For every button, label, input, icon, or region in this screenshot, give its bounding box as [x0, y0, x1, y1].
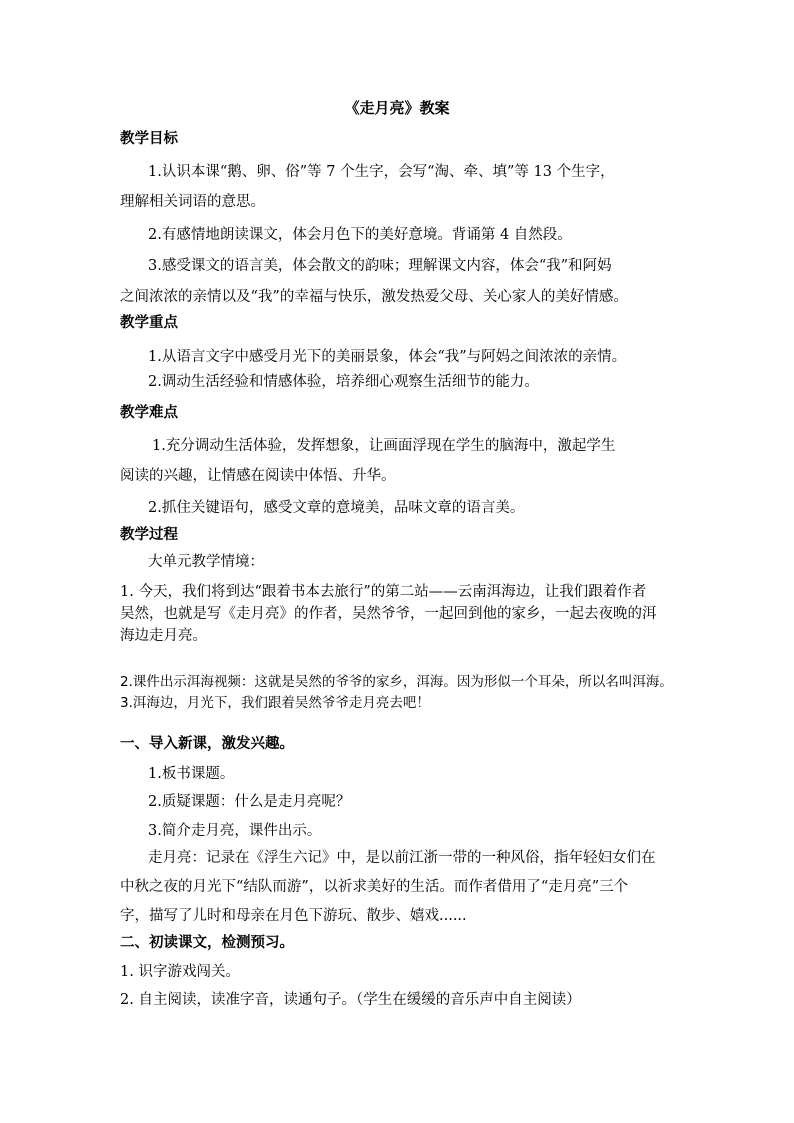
part-2-item-2: 2. 自主阅读，读准字音，读通句子。（学生在缓缓的音乐声中自主阅读）	[120, 992, 581, 1008]
difficulty-item-1-line-1: 1.充分调动生活体验，发挥想象，让画面浮现在学生的脑海中，激起学生	[152, 438, 616, 454]
part-1-item-2: 2.质疑课题：什么是走月亮呢？	[148, 794, 351, 810]
goal-item-2: 2.有感情地朗读课文，体会月色下的美好意境。背诵第 4 自然段。	[148, 227, 572, 243]
part-2-heading: 二、初读课文，检测预习。	[120, 934, 294, 951]
section-heading-difficulties: 教学难点	[120, 404, 178, 421]
context-item-2: 2.课件出示洱海视频：这就是吴然的爷爷的家乡，洱海。因为形似一个耳朵，所以名叫洱海。	[120, 674, 673, 690]
goal-item-1-line-1: 1.认识本课“鹅、卵、俗”等 7 个生字，会写“淘、牵、填”等 13 个生字，	[148, 164, 615, 180]
section-heading-key-points: 教学重点	[120, 314, 178, 331]
goal-item-3-line-2: 之间浓浓的亲情以及“我”的幸福与快乐，激发热爱父母、关心家人的美好情感。	[120, 289, 628, 305]
key-point-item-1: 1.从语言文字中感受月光下的美丽景象，体会“我”与阿妈之间浓浓的亲情。	[148, 349, 627, 365]
part-1-item-3: 3.简介走月亮，课件出示。	[148, 823, 322, 839]
section-heading-process: 教学过程	[120, 526, 178, 543]
part-2-item-1: 1. 识字游戏闯关。	[120, 964, 240, 980]
part-1-description-line-2: 中秋之夜的月光下“结队而游”，以祈求美好的生活。而作者借用了“走月亮”三个	[120, 879, 629, 895]
part-1-description-line-1: 走月亮：记录在《浮生六记》中，是以前江浙一带的一种风俗，指年轻妇女们在	[148, 850, 656, 866]
context-item-1-line-2: 吴然，也就是写《走月亮》的作者，吴然爷爷，一起回到他的家乡，一起去夜晚的洱	[120, 606, 657, 622]
part-1-heading: 一、导入新课，激发兴趣。	[120, 735, 294, 752]
difficulty-item-1-line-2: 阅读的兴趣，让情感在阅读中体悟、升华。	[120, 468, 396, 484]
context-item-1-line-3: 海边走月亮。	[120, 628, 207, 644]
goal-item-1-line-2: 理解相关词语的意思。	[120, 194, 265, 210]
part-1-item-1: 1.板书课题。	[148, 766, 235, 782]
part-1-description-line-3: 字，描写了儿时和母亲在月色下游玩、散步、嬉戏......	[120, 908, 467, 924]
difficulty-item-2: 2.抓住关键语句，感受文章的意境美，品味文章的语言美。	[148, 500, 525, 516]
key-point-item-2: 2.调动生活经验和情感体验，培养细心观察生活细节的能力。	[148, 374, 539, 390]
goal-item-3-line-1: 3.感受课文的语言美，体会散文的韵味；理解课文内容，体会“我”和阿妈	[148, 258, 612, 274]
section-heading-goals: 教学目标	[120, 130, 178, 147]
context-item-3: 3.洱海边，月光下，我们跟着吴然爷爷走月亮去吧！	[120, 695, 430, 711]
context-item-1-line-1: 1. 今天，我们将到达“跟着书本去旅行”的第二站——云南洱海边，让我们跟着作者	[120, 584, 647, 600]
context-label: 大单元教学情境：	[148, 554, 264, 570]
document-title: 《走月亮》教案	[344, 99, 450, 117]
